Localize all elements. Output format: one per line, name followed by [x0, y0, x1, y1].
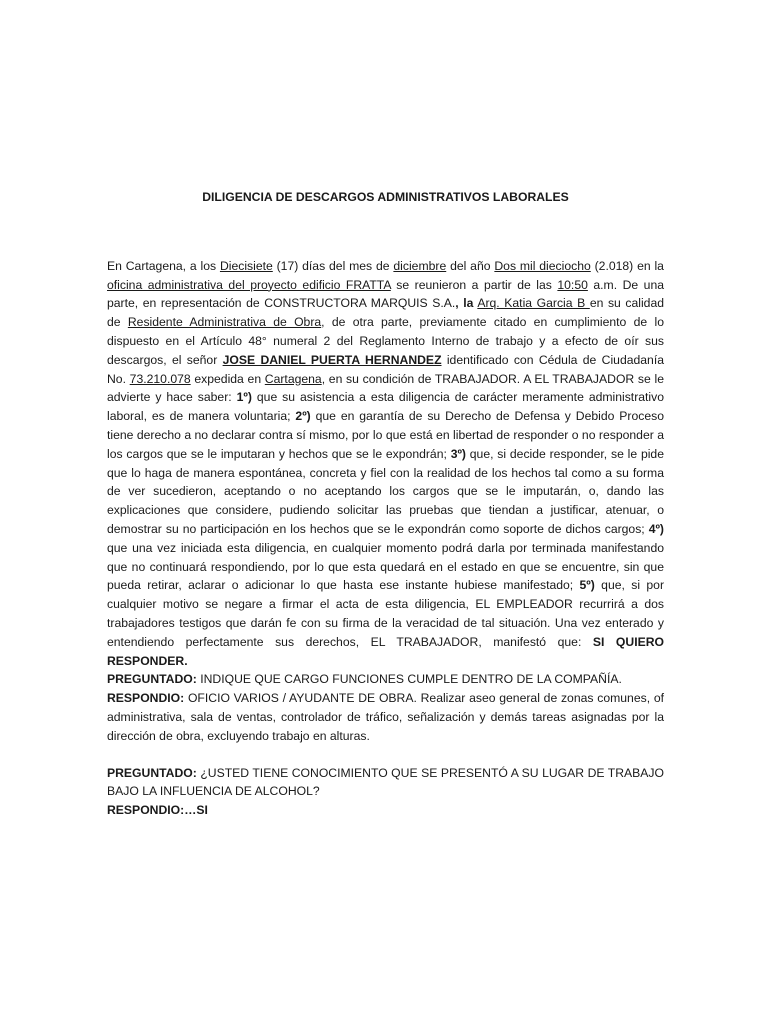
document-title: DILIGENCIA DE DESCARGOS ADMINISTRATIVOS LABORALES [202, 190, 569, 204]
text-run: , de otra parte, previamente citado en cumplimiento de lo dispuesto en el Artículo 48° numeral 2 del Reglamento Interno de trabajo y a efecto de oír sus descargos, el señor [107, 315, 664, 367]
text-run: ¿USTED TIENE CONOCIMIENTO QUE SE PRESENTÓ A SU LUGAR DE TRABAJO BAJO LA INFLUENCIA DE ALCOHOL? [107, 765, 664, 799]
bold-underlined-text: JOSE DANIEL PUERTA HERNANDEZ [222, 352, 442, 367]
text-run: expedida en [190, 371, 265, 386]
text-run: que, si por cualquier motivo se negare a firmar el acta de esta diligencia, EL EMPLEADOR recurrirá a dos trabajadores testigos que darán fe con su firma de la veracidad de tal situación. Una vez enterado y entendiendo perfectamente sus derechos, EL TRABAJADOR, manifestó que: [107, 578, 665, 649]
text-run: INDIQUE QUE CARGO FUNCIONES CUMPLE DENTRO DE LA COMPAÑÍA. [196, 672, 622, 687]
text-run: en su calidad de [107, 296, 665, 330]
text-run: (2.018) en la [590, 258, 664, 273]
underlined-text: Diecisiete [219, 258, 273, 273]
text-run: En Cartagena, a los [107, 258, 220, 273]
text-run: , en su condición de TRABAJADOR. A EL TRABAJADOR se le advierte y hace saber: [107, 371, 664, 405]
underlined-text: Cartagena [264, 371, 322, 386]
underlined-text: 73.210.078 [129, 371, 191, 386]
underlined-text: Arq. Katia Garcia B [477, 296, 590, 311]
underlined-text: Residente Administrativa de Obra [127, 315, 322, 330]
text-run: que, si decide responder, se le pide que lo haga de manera espontánea, concreta y fiel con la realidad de los hechos tal como a su forma de ver sucedieron, aceptando o no aceptando los cargos que se le imputarán, o, dando las explicaciones que considere, pudiendo solicitar las pruebas que tiendan a justificar, atenuar, o demostrar su no participación en los hechos que se le expondrán como soporte de dichos cargos; [107, 446, 664, 536]
bold-text: PREGUNTADO: [107, 765, 197, 780]
text-run: se reunieron a partir de las [390, 277, 558, 292]
bold-text: , la [455, 296, 474, 311]
intro-paragraph [107, 257, 664, 671]
text-run: (17) días del mes de [272, 258, 394, 273]
bold-text: RESPONDIO:…SI [107, 803, 208, 818]
qa-block [107, 764, 664, 820]
bold-text: 3º) [450, 446, 466, 461]
text-run: que en garantía de su Derecho de Defensa y Debido Proceso tiene derecho a no declarar contra sí mismo, por lo que está en libertad de responder o no responder a los cargos que se le imputaran y hechos que se le expondrán; [107, 409, 664, 461]
bold-text: SI QUIERO RESPONDER. [107, 634, 664, 668]
bold-text: 1º) [236, 390, 252, 405]
bold-text: 5º) [579, 578, 595, 593]
qa-block [107, 670, 664, 745]
text-run: del año [446, 258, 495, 273]
bold-text: 2º) [295, 409, 311, 424]
bold-text: PREGUNTADO: [107, 672, 197, 687]
text-run: que su asistencia a esta diligencia de carácter meramente administrativo laboral, es de manera voluntaria; [107, 390, 664, 424]
bold-text: 4º) [648, 521, 664, 536]
underlined-text: Dos mil dieciocho [494, 258, 591, 273]
underlined-text: diciembre [393, 258, 447, 273]
bold-text: RESPONDIO: [107, 691, 185, 706]
text-run: OFICIO VARIOS / AYUDANTE DE OBRA. Realizar aseo general de zonas comunes, of administrativa, sala de ventas, controlador de tráfico, señalización y demás tareas asignadas por la dirección de obra, excluyendo trabajo en alturas. [107, 691, 664, 743]
underlined-text: oficina administrativa del proyecto edificio FRATTA [107, 277, 391, 292]
underlined-text: 10:50 [557, 277, 588, 292]
question-answer-section [107, 670, 664, 820]
text-run: a.m. De una parte, en representación de CONSTRUCTORA MARQUIS S.A. [107, 277, 665, 311]
text-run: que una vez iniciada esta diligencia, en cualquier momento podrá darla por terminada manifestando que no continuará respondiendo, por lo que esta quedará en el estado en que se encuentre, sin que pueda retirar, aclarar o adicionar lo que hasta ese instante hubiese manifestado; [107, 540, 664, 593]
text-run: identificado con Cédula de Ciudadanía No. [107, 352, 665, 386]
